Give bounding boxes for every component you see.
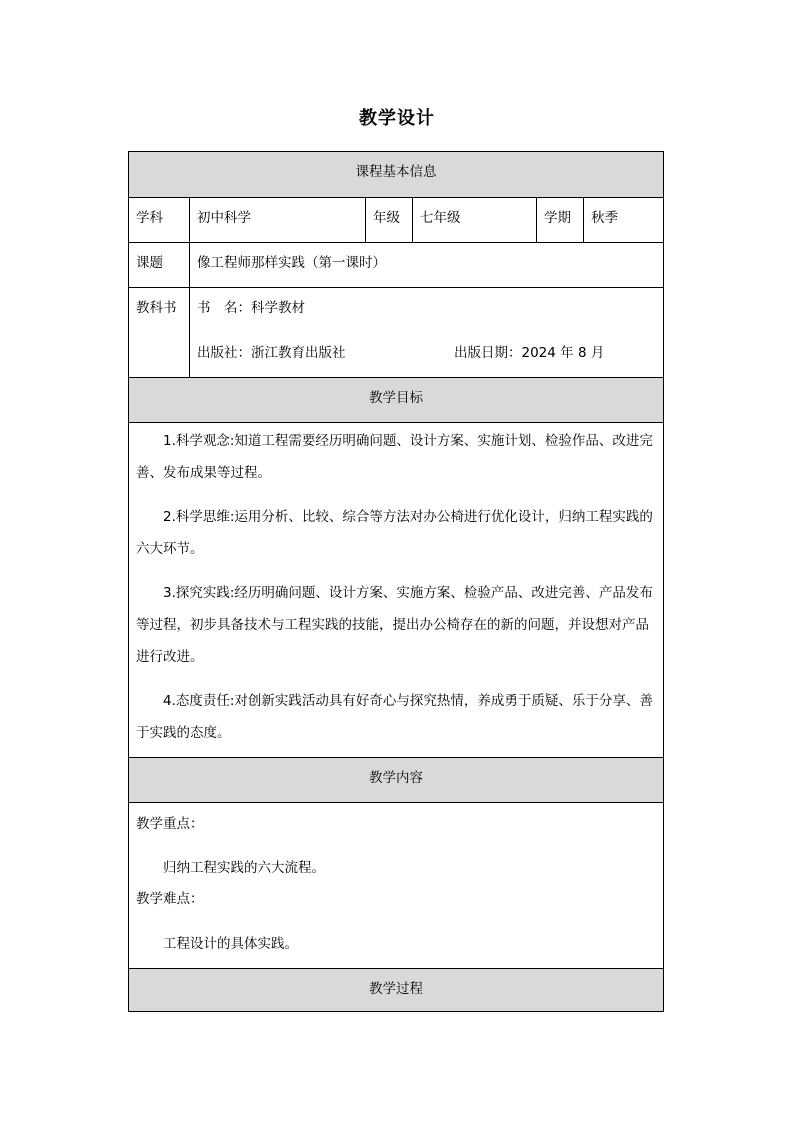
publisher: 出版社：浙江教育出版社 xyxy=(197,345,346,361)
lesson-design-table xyxy=(128,151,664,1012)
objectives-header-text: 教学目标 xyxy=(369,390,423,406)
grade-value: 七年级 xyxy=(412,198,536,242)
term-value: 秋季 xyxy=(583,198,663,242)
textbook-info xyxy=(189,288,663,377)
subject-value: 初中科学 xyxy=(189,198,365,242)
difficulty-label: 教学难点： xyxy=(136,891,204,907)
key-point-label: 教学重点： xyxy=(136,816,204,832)
textbook-row xyxy=(129,287,663,377)
key-point-value: 归纳工程实践的六大流程。 xyxy=(163,860,325,876)
subject-grade-term-row xyxy=(129,197,663,242)
book-name: 书 名：科学教材 xyxy=(197,300,305,316)
basic-info-header xyxy=(129,152,663,197)
difficulty-value: 工程设计的具体实践。 xyxy=(163,936,298,952)
content-header xyxy=(129,757,663,802)
topic-value: 像工程师那样实践（第一课时） xyxy=(189,243,663,287)
objective-item: 1.科学观念:知道工程需要经历明确问题、设计方案、实施计划、检验作品、改进完善、发布成果等过程。 xyxy=(136,433,653,481)
textbook-label: 教科书 xyxy=(136,300,177,316)
content-body xyxy=(129,802,663,968)
subject-label: 学科 xyxy=(136,210,163,226)
publish-date: 出版日期：2024 年 8 月 xyxy=(454,345,605,361)
objective-item: 3.探究实践:经历明确问题、设计方案、实施方案、检验产品、改进完善、产品发布等过程，初步具备技术与工程实践的技能，提出办公椅存在的新的问题，并设想对产品进行改进。 xyxy=(136,585,653,665)
basic-info-header-text: 课程基本信息 xyxy=(355,164,437,180)
document-title: 教学设计 xyxy=(359,108,435,129)
content-header-text: 教学内容 xyxy=(369,770,423,786)
objectives-body xyxy=(129,422,663,757)
topic-row xyxy=(129,242,663,287)
grade-label: 年级 xyxy=(365,198,412,242)
topic-label: 课题 xyxy=(136,255,163,271)
process-header xyxy=(129,968,663,1011)
process-header-text: 教学过程 xyxy=(369,981,423,997)
objectives-header xyxy=(129,377,663,422)
objective-item: 2.科学思维:运用分析、比较、综合等方法对办公椅进行优化设计，归纳工程实践的六大环节。 xyxy=(136,509,653,557)
objective-item: 4.态度责任:对创新实践活动具有好奇心与探究热情，养成勇于质疑、乐于分享、善于实践的态度。 xyxy=(136,693,653,741)
term-label: 学期 xyxy=(536,198,583,242)
